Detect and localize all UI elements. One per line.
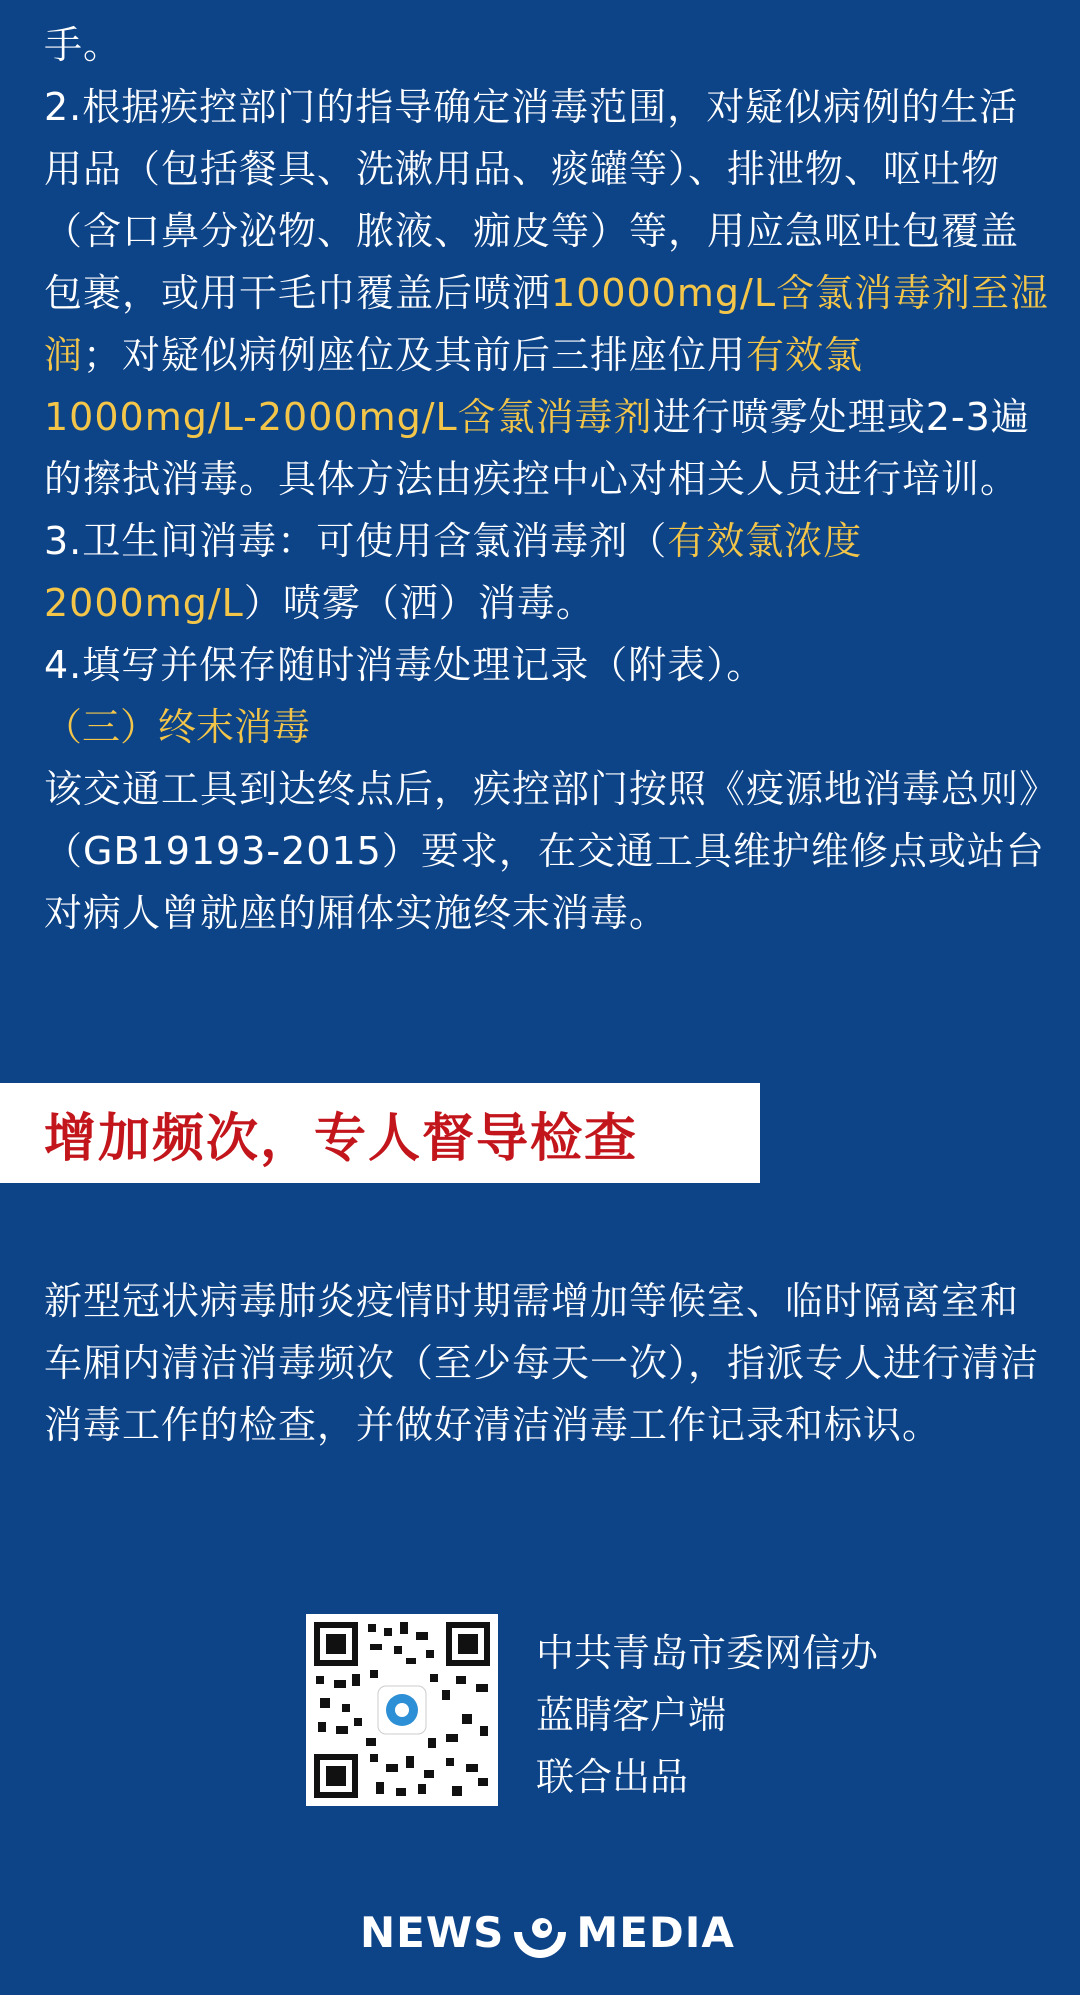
section-banner: [0, 1083, 760, 1183]
subheading-terminal-disinfection: （三）终末消毒: [44, 705, 311, 749]
credits: [536, 1622, 878, 1808]
logo-text-right: MEDIA: [576, 1907, 735, 1957]
article-lower: [44, 1270, 1054, 1456]
logo-text-left: NEWS: [360, 1907, 505, 1957]
paragraph-2: [44, 76, 1054, 510]
text: ；对疑似病例座位及其前后三排座位用: [83, 333, 747, 377]
text: 2.根据疾控部门的指导确定消毒范围，对疑似病例的生活用品（包括餐具、洗漱用品、痰罐等）、排泄物、呕吐物（含口鼻分泌物、脓液、痂皮等）等，用应急呕吐包覆盖包裹，或用干毛巾覆盖后喷洒: [44, 85, 1020, 315]
article-upper: [44, 14, 1054, 944]
paragraph-3: [44, 510, 1054, 634]
text-line: 手。: [44, 23, 123, 67]
credit-line: 中共青岛市委网信办: [536, 1631, 879, 1675]
paragraph-5: 该交通工具到达终点后，疾控部门按照《疫源地消毒总则》（GB19193-2015）要求，在交通工具维护维修点或站台对病人曾就座的厢体实施终末消毒。: [44, 767, 1045, 935]
qr-code-icon: [306, 1614, 498, 1806]
credit-line: 蓝睛客户端: [536, 1693, 727, 1737]
paragraph-4: 4.填写并保存随时消毒处理记录（附表）。: [44, 643, 766, 687]
highlight-text: 有效氯1000mg/L-2000mg/L含氯消毒剂: [44, 333, 864, 439]
eye-logo-icon: [508, 1902, 572, 1962]
credit-line: 联合出品: [536, 1755, 689, 1799]
section-title: 增加频次，专人督导检查: [44, 1108, 639, 1169]
news-media-logo: [360, 1902, 735, 1962]
text: ）喷雾（洒）消毒。: [243, 581, 595, 625]
text: 进行喷雾处理或2-3遍的擦拭消毒。具体方法由疾控中心对相关人员进行培训。: [44, 395, 1030, 501]
highlight-text: 有效氯浓度2000mg/L: [44, 519, 863, 625]
text: 3.卫生间消毒：可使用含氯消毒剂（: [44, 519, 668, 563]
paragraph-6: 新型冠状病毒肺炎疫情时期需增加等候室、临时隔离室和车厢内清洁消毒频次（至少每天一次），指派专人进行清洁消毒工作的检查，并做好清洁消毒工作记录和标识。: [44, 1279, 1040, 1447]
highlight-text: 10000mg/L含氯消毒剂至湿润: [44, 271, 1050, 377]
